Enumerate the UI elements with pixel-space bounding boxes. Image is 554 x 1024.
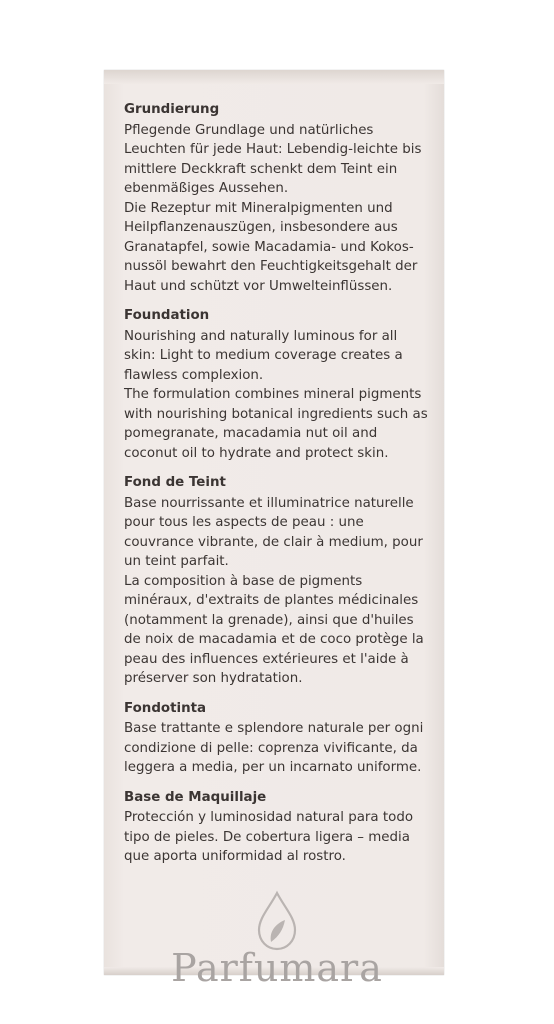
drop-leaf-icon <box>249 890 305 952</box>
section-italian <box>124 699 430 778</box>
section-french <box>124 473 430 689</box>
section-heading: Foundation <box>124 308 210 323</box>
section-heading: Base de Maquillaje <box>124 789 267 805</box>
product-box-back <box>104 70 444 975</box>
section-heading: Grundierung <box>124 102 220 117</box>
section-paragraph: La composition à base de pigments minéraux, d'extraits de plantes médicinales (notamment la grenade), ainsi que d'huiles de noix de macadamia et de coco protège la peau des influences extérieures et l'aide à préserver son hydratation. <box>124 573 424 686</box>
section-german <box>124 100 430 296</box>
watermark-text: Parfumara <box>171 946 383 990</box>
section-paragraph: The formulation combines mineral pigments with nourishing botanical ingredients such as pomegranate, macadamia nut oil and coconut oil to hydrate and protect skin. <box>124 387 428 461</box>
section-english <box>124 306 430 463</box>
section-heading: Fond de Teint <box>124 475 226 490</box>
section-paragraph: Protección y luminosidad natural para todo tipo de pieles. De cobertura ligera – media que aporta uniformidad al rostro. <box>124 810 414 864</box>
section-paragraph: Die Rezeptur mit Mineralpigmenten und Heilpflanzenauszügen, insbesondere aus Granatapfel, sowie Macadamia- und Kokos-nussöl bewahrt den Feuchtigkeitsgehalt der Haut und schützt vor Umwelteinflüssen. <box>124 200 418 294</box>
section-paragraph: Base nourrissante et illuminatrice naturelle pour tous les aspects de peau : une couvrance vibrante, de clair à medium, pour un teint parfait. <box>124 495 423 569</box>
section-spanish <box>124 788 430 867</box>
section-paragraph: Pflegende Grundlage und natürliches Leuchten für jede Haut: Lebendig-leichte bis mittlere Deckkraft schenkt dem Teint ein ebenmäßiges Aussehen. <box>124 122 422 196</box>
box-top-flap <box>104 70 444 84</box>
section-heading: Fondotinta <box>124 700 207 716</box>
product-description <box>124 100 430 877</box>
section-paragraph: Nourishing and naturally luminous for all skin: Light to medium coverage creates a flawless complexion. <box>124 328 403 383</box>
section-paragraph: Base trattante e splendore naturale per ogni condizione di pelle: coprenza vivificante, da leggera a media, per un incarnato uniforme. <box>124 721 424 775</box>
